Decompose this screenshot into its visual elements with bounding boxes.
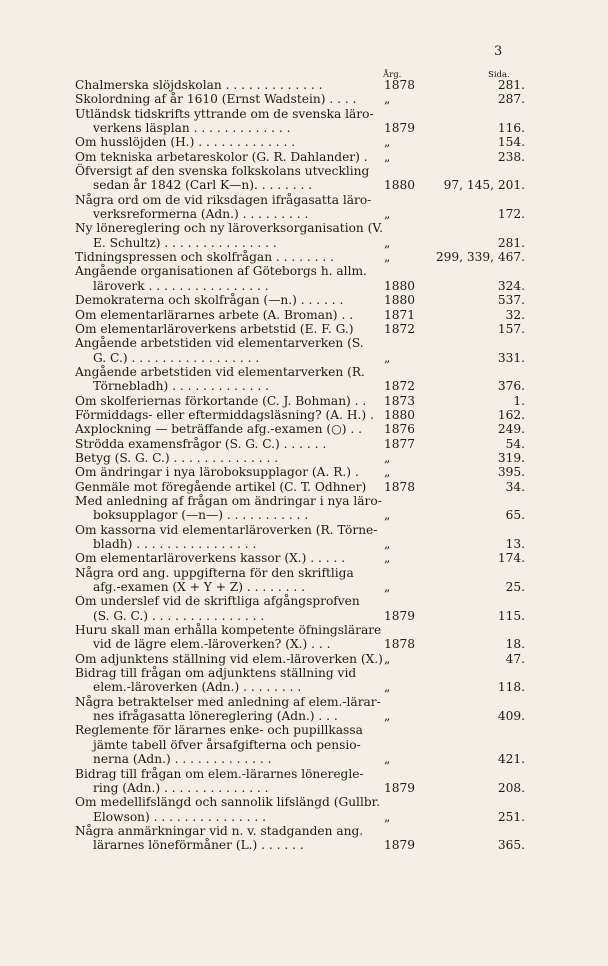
index-entry-row [75,250,525,264]
entry-year: „ [384,92,391,107]
entry-page: 421. [497,752,525,767]
entry-title: jämte tabell öfver årsafgifterna och pensio- [93,737,361,752]
index-entry-row [75,465,525,479]
index-entry-row [75,193,525,207]
entry-year: 1873 [384,393,416,408]
entry-page: 365. [497,838,525,853]
entry-year: „ [384,465,391,480]
entry-page: 376. [497,379,525,394]
index-entry-row [75,351,525,365]
index-entry-row [75,680,525,694]
entry-page: 249. [497,422,525,437]
index-entry-row [75,810,525,824]
index-entry-row [75,523,525,537]
entry-year: 1879 [384,121,416,136]
entry-title: Om elementarlärarnes arbete (A. Broman) . . [75,307,354,322]
entry-title: afg.-examen (X + Y + Z) . . . . . . . . [93,580,306,595]
entry-title: Elowson) . . . . . . . . . . . . . . . [93,809,266,824]
index-entry-row [75,695,525,709]
page-column-header: Sida. [488,70,510,80]
entry-year: 1879 [384,780,416,795]
entry-title: Om ändringar i nya läroboksupplagor (A. R.) . [75,465,359,480]
index-entry-row [75,566,525,580]
index-entry-row [75,207,525,221]
entry-title: verksreformerna (Adn.) . . . . . . . . . [93,207,309,222]
entry-title: Om husslöjden (H.) . . . . . . . . . . . . . [75,135,296,150]
entry-year: „ [384,551,391,566]
entry-page: 116. [497,121,525,136]
index-entry-row [75,652,525,666]
entry-title: Om medellifslängd och sannolik lifslängd (Gullbr. [75,795,381,810]
entry-title: Öfversigt af den svenska folkskolans utveckling [75,164,370,179]
entry-page: 162. [497,407,525,422]
entry-page: 32. [505,307,525,322]
entry-page: 54. [505,436,525,451]
entry-title: Genmäle mot föregående artikel (C. T. Odhner) [75,479,367,494]
entry-page: 34. [505,479,525,494]
index-entry-row [75,394,525,408]
index-entry-row [75,107,525,121]
entry-title: Om tekniska arbetareskolor (G. R. Dahlander) . [75,149,368,164]
entry-page: 251. [497,809,525,824]
entry-year: 1878 [384,78,416,92]
index-entry-row [75,752,525,766]
index-entry-row [75,379,525,393]
index-entry-row [75,236,525,250]
entry-page: 409. [497,709,525,724]
entry-title: Om elementarläroverkens kassor (X.) . . . . . [75,551,346,566]
index-entry-row [75,767,525,781]
index-entry-row [75,738,525,752]
entry-year: „ [384,651,391,666]
entry-page: 238. [497,149,525,164]
entry-title: Betyg (S. G. C.) . . . . . . . . . . . . . . [75,450,279,465]
index-entry-row [75,480,525,494]
entry-page: 1. [513,393,525,408]
entry-title: Axplockning — beträffande afg.-examen (○) . . [75,422,362,437]
entry-page: 537. [497,293,525,308]
entry-title: bladh) . . . . . . . . . . . . . . . . [93,537,257,551]
entry-year: 1880 [384,278,416,293]
entry-title: Om adjunktens ställning vid elem.-läroverken (X.) [75,651,383,666]
entry-page: 47. [505,651,525,666]
index-entry-row [75,264,525,278]
index-entry-row [75,336,525,350]
index-entry-row [75,150,525,164]
entry-title: sedan år 1842 (Carl K—n). . . . . . . . [93,178,313,193]
entry-year: 1878 [384,637,416,652]
index-entry-row [75,78,525,92]
entry-title: Om underslef vid de skriftliga afgångsprofven [75,594,360,609]
index-entry-row [75,623,525,637]
index-entry-row [75,551,525,565]
entry-title: läroverk . . . . . . . . . . . . . . . . [93,278,269,293]
entry-year: „ [384,235,391,250]
entry-year: 1871 [384,307,416,322]
index-entry-row [75,408,525,422]
entry-title: lärarnes löneförmåner (L.) . . . . . . [93,838,304,853]
entry-title: (S. G. C.) . . . . . . . . . . . . . . . [93,608,265,623]
index-entry-row [75,135,525,149]
entry-year: 1877 [384,436,416,451]
entry-page: 65. [505,508,525,523]
index-entry-row [75,666,525,680]
entry-title: Demokraterna och skolfrågan (—n.) . . . . . . [75,293,344,308]
index-entry-row [75,221,525,235]
index-entry-row [75,451,525,465]
entry-title: Några betraktelser med anledning af elem.-lärar- [75,694,381,709]
index-entry-row [75,164,525,178]
entry-title: Huru skall man erhålla kompetente öfningslärare [75,623,382,638]
entry-page: 281. [497,235,525,250]
entry-title: Törnebladh) . . . . . . . . . . . . . [93,379,269,394]
entry-title: Strödda examensfrågor (S. G. C.) . . . . . . [75,436,327,451]
entry-year: 1872 [384,379,416,394]
entry-title: nerna (Adn.) . . . . . . . . . . . . . [93,752,272,767]
page-number: 3 [494,44,503,59]
entry-page: 331. [497,350,525,365]
index-entry-row [75,293,525,307]
entry-title: nes ifrågasatta lönereglering (Adn.) . . . [93,709,338,724]
entry-title: G. C.) . . . . . . . . . . . . . . . . . [93,350,260,365]
entry-title: Reglemente för lärarnes enke- och pupillkassa [75,723,363,738]
entry-page: 157. [497,321,525,336]
entry-title: Förmiddags- eller eftermiddagsläsning? (A. H.) . [75,407,374,422]
entry-page: 25. [505,580,525,595]
entry-year: 1879 [384,838,416,853]
index-entry-row [75,437,525,451]
entry-page: 287. [497,92,525,107]
entry-title: Om kassorna vid elementarläroverken (R. Törne- [75,522,378,537]
index-entry-row [75,121,525,135]
entry-page: 324. [497,278,525,293]
entry-page: 97, 145, 201. [443,178,525,193]
entry-title: Bidrag till frågan om elem.-lärarnes löneregle- [75,766,364,781]
entry-title: elem.-läroverken (Adn.) . . . . . . . . [93,680,302,695]
entry-year: „ [384,580,391,595]
entry-year: „ [384,752,391,767]
index-entry-row [75,723,525,737]
index-entry-row [75,594,525,608]
index-entry-row [75,178,525,192]
entry-title: Chalmerska slöjdskolan . . . . . . . . . . . . . [75,78,323,92]
entry-year: „ [384,207,391,222]
index-entry-row [75,422,525,436]
entry-year: „ [384,350,391,365]
entry-title: Några anmärkningar vid n. v. stadganden ang. [75,823,364,838]
entry-year: 1880 [384,178,416,193]
entry-title: Några ord ang. uppgifterna för den skriftliga [75,565,354,580]
entry-title: boksupplagor (—n—) . . . . . . . . . . . [93,508,309,523]
entry-title: Angående arbetstiden vid elementarverken (S. [75,336,364,351]
entry-year: „ [384,537,391,551]
index-entry-row [75,365,525,379]
entry-page: 299, 339, 467. [435,250,525,265]
entry-year: „ [384,450,391,465]
entry-year: 1872 [384,321,416,336]
entry-title: Tidningspressen och skolfrågan . . . . . . . . [75,250,335,265]
index-entry-row [75,494,525,508]
entry-year: „ [384,709,391,724]
index-entry-row [75,637,525,651]
entry-title: Skolordning af år 1610 (Ernst Wadstein) . . . . [75,92,357,107]
entry-title: verkens läsplan . . . . . . . . . . . . . [93,121,291,136]
entry-year: 1878 [384,479,416,494]
year-column-header: Årg. [383,70,402,80]
index-entry-row [75,92,525,106]
entry-page: 118. [497,680,525,695]
index-entry-row [75,537,525,551]
entry-page: 154. [497,135,525,150]
entry-title: Några ord om de vid riksdagen ifrågasatta läro- [75,192,372,207]
entry-title: Bidrag till frågan om adjunktens ställning vid [75,666,357,681]
entry-title: vid de lägre elem.-läroverken? (X.) . . . [93,637,331,652]
entry-title: Om skolferiernas förkortande (C. J. Bohman) . . [75,393,367,408]
index-entry-row [75,709,525,723]
entry-title: E. Schultz) . . . . . . . . . . . . . . . [93,235,277,250]
entry-title: Med anledning af frågan om ändringar i nya läro- [75,493,382,508]
entry-title: Utländsk tidskrifts yttrande om de svenska läro- [75,106,374,121]
entry-page: 395. [497,465,525,480]
index-entry-row [75,580,525,594]
entry-title: Ny lönereglering och ny läroverksorganisation (V. [75,221,383,236]
entry-page: 174. [497,551,525,566]
entry-year: 1876 [384,422,416,437]
entry-year: „ [384,250,391,265]
entry-page: 319. [497,450,525,465]
entry-year: „ [384,135,391,150]
entry-year: 1880 [384,293,416,308]
entry-year: 1880 [384,407,416,422]
index-entry-row [75,508,525,522]
entry-year: „ [384,508,391,523]
entry-page: 208. [497,780,525,795]
entry-title: Om elementarläroverkens arbetstid (E. F. G.) [75,321,354,336]
entry-page: 115. [497,608,525,623]
index-entry-row [75,795,525,809]
entry-title: ring (Adn.) . . . . . . . . . . . . . . [93,780,269,795]
index-entry-row [75,838,525,852]
entry-title: Angående arbetstiden vid elementarverken (R. [75,364,365,379]
index-entry-row [75,609,525,623]
entry-page: 172. [497,207,525,222]
entry-title: Angående organisationen af Göteborgs h. allm. [75,264,367,279]
entry-year: 1879 [384,608,416,623]
index-entry-row [75,308,525,322]
entry-year: „ [384,809,391,824]
entry-year: „ [384,680,391,695]
index-entry-row [75,279,525,293]
entry-page: 18. [505,637,525,652]
index-entry-row [75,322,525,336]
entry-page: 13. [505,537,525,551]
index-entry-row [75,824,525,838]
entry-page: 281. [497,78,525,92]
index-entry-row [75,781,525,795]
entry-year: „ [384,149,391,164]
index-entries [75,78,525,853]
